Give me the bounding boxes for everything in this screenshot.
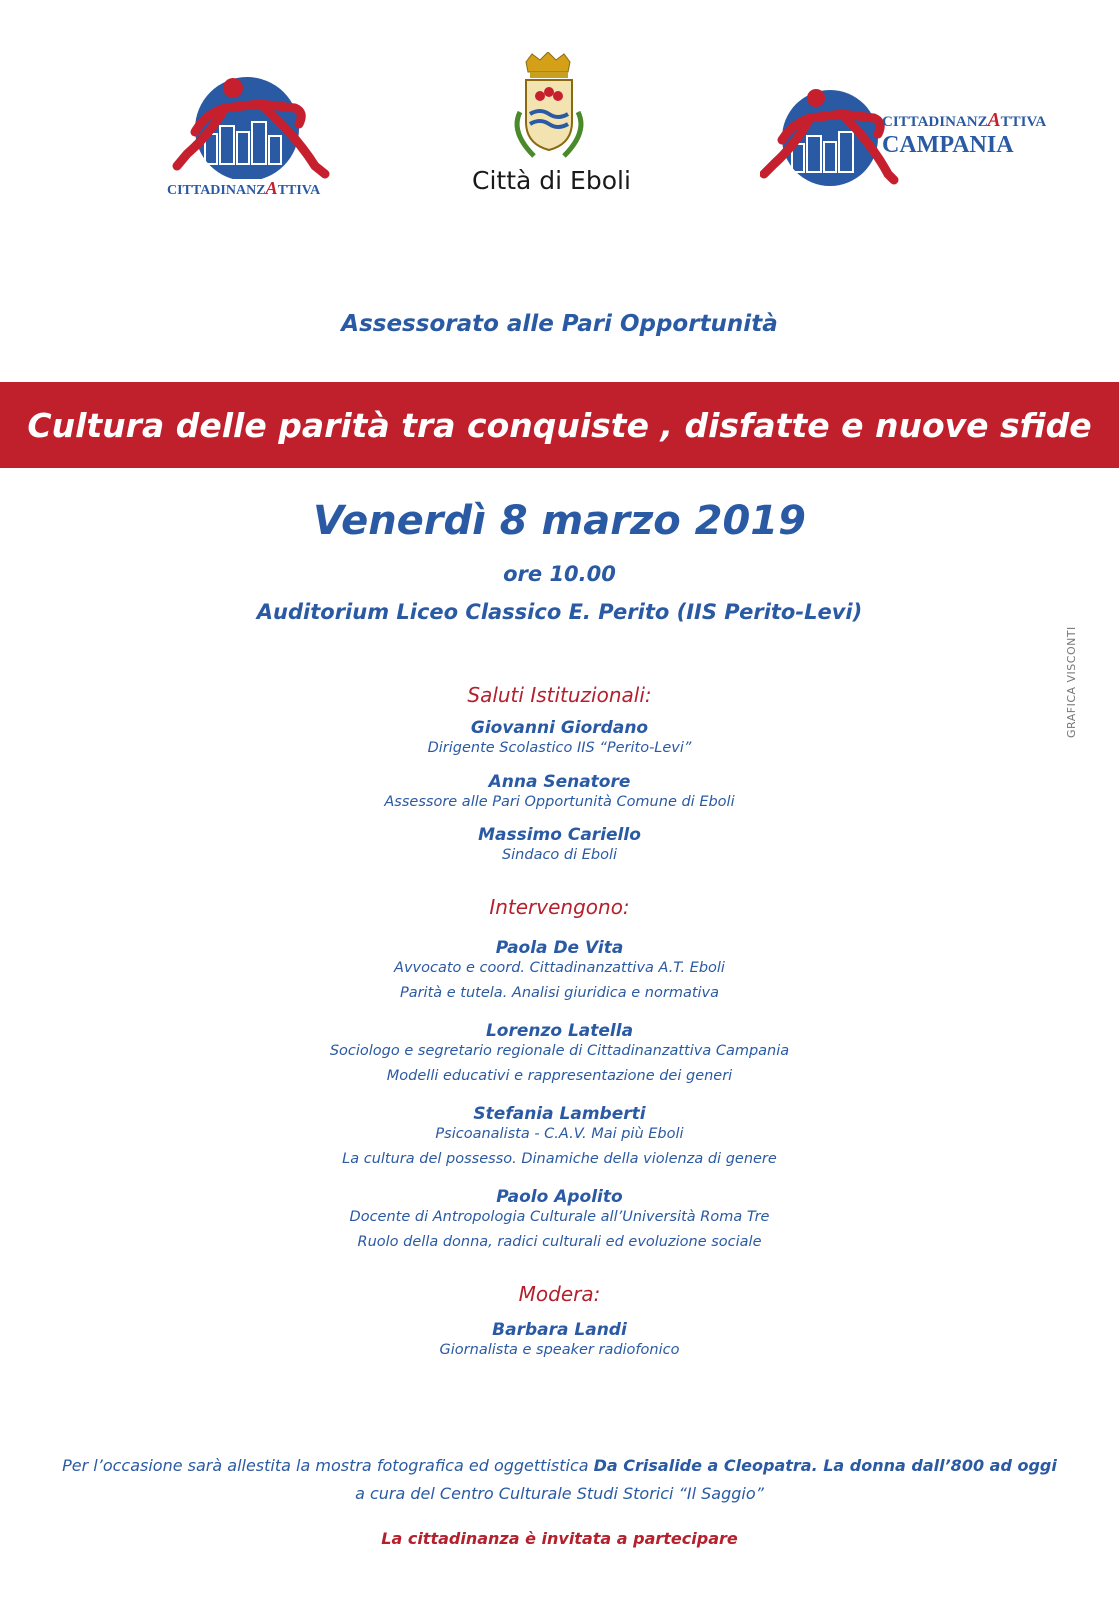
speaker-role: Docente di Antropologia Culturale all’Università Roma Tre <box>349 1209 770 1225</box>
event-title: Cultura delle parità tra conquiste , disfatte e nuove sfide <box>27 405 1092 445</box>
speaker-topic: Modelli educativi e rappresentazione dei generi <box>386 1068 733 1084</box>
speaker-topic: Ruolo della donna, radici culturali ed evoluzione sociale <box>357 1234 762 1250</box>
graphic-credit: GRAFICA VISCONTI <box>1065 626 1078 738</box>
speaker-topic: Parità e tutela. Analisi giuridica e normativa <box>399 985 720 1001</box>
speaker-name: Stefania Lamberti <box>473 1104 646 1124</box>
eboli-crest-icon <box>470 52 650 164</box>
moderator-role: Giornalista e speaker radiofonico <box>439 1342 680 1358</box>
saluti-heading: Saluti Istituzionali: <box>467 683 652 707</box>
moderator-name: Barbara Landi <box>492 1320 627 1340</box>
speaker-topic: La cultura del possesso. Dinamiche della violenza di genere <box>342 1151 777 1167</box>
speaker-name: Giovanni Giordano <box>470 718 649 738</box>
invitation-line: La cittadinanza è invitata a partecipare <box>381 1529 738 1548</box>
speaker-role: Avvocato e coord. Cittadinanzattiva A.T. Eboli <box>394 960 725 976</box>
campania-region-label: CAMPANIA <box>882 132 1014 158</box>
assessorato-heading: Assessorato alle Pari Opportunità <box>341 311 778 337</box>
speaker-name: Paolo Apolito <box>496 1187 623 1207</box>
modera-heading: Modera: <box>518 1282 601 1306</box>
cittadinanzattiva-emblem-icon <box>165 74 335 179</box>
citta-di-eboli-wordmark: Città di Eboli <box>472 166 631 195</box>
cittadinanzattiva-campania-logo <box>760 88 1050 198</box>
exhibition-curator: a cura del Centro Culturale Studi Storici “Il Saggio” <box>355 1484 764 1503</box>
speaker-name: Paola De Vita <box>495 938 624 958</box>
event-time: ore 10.00 <box>503 562 616 586</box>
speaker-role: Assessore alle Pari Opportunità Comune di Eboli <box>384 794 735 810</box>
citta-di-eboli-logo <box>470 52 650 207</box>
speaker-name: Anna Senatore <box>488 772 631 792</box>
speaker-role: Dirigente Scolastico IIS “Perito-Levi” <box>427 740 692 756</box>
exhibition-note <box>0 1456 1119 1475</box>
exhibition-title: Da Crisalide a Cleopatra. La donna dall’800 ad oggi <box>593 1456 1057 1475</box>
campania-brand-line: CITTADINANZATTIVA <box>882 110 1047 131</box>
speaker-name: Massimo Cariello <box>478 825 641 845</box>
event-date: Venerdì 8 marzo 2019 <box>313 498 806 544</box>
event-venue: Auditorium Liceo Classico E. Perito (IIS Perito-Levi) <box>256 600 863 624</box>
cittadinanzattiva-campania-emblem-icon <box>760 88 900 193</box>
cittadinanzattiva-wordmark: CITTADINANZATTIVA <box>167 178 321 198</box>
title-banner <box>0 382 1119 468</box>
speaker-role: Sindaco di Eboli <box>501 847 618 863</box>
speaker-name: Lorenzo Latella <box>485 1021 634 1041</box>
exhibition-note-text: Per l’occasione sarà allestita la mostra fotografica ed oggettistica <box>62 1456 594 1475</box>
speaker-role: Psicoanalista - C.A.V. Mai più Eboli <box>435 1126 684 1142</box>
speaker-role: Sociologo e segretario regionale di Cittadinanzattiva Campania <box>329 1043 790 1059</box>
intervengono-heading: Intervengono: <box>489 895 630 919</box>
cittadinanzattiva-logo <box>165 74 335 204</box>
